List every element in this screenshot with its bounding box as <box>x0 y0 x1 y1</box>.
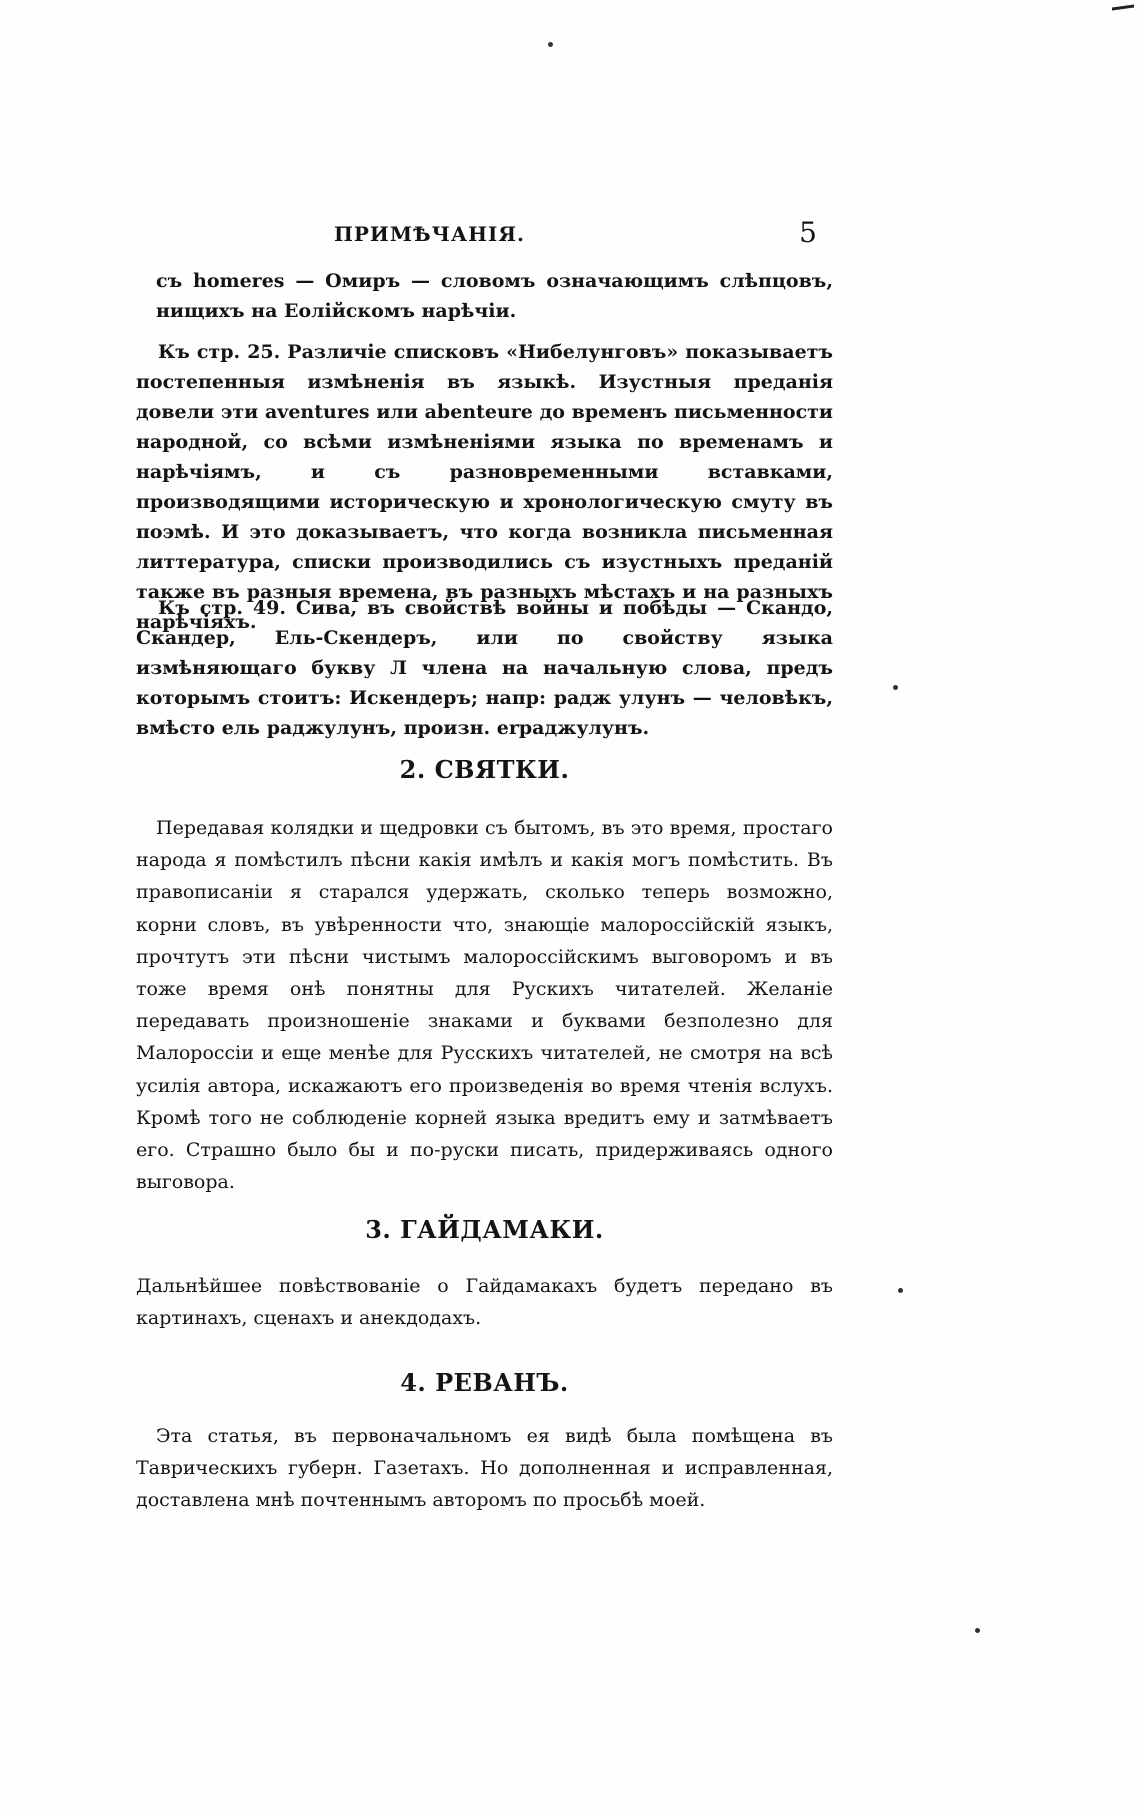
section-text-revan: Эта статья, въ первоначальномъ ея видѣ была помѣщена въ Таврическихъ губерн. Газетахъ. Но дополненная и исправленная, доставлена мнѣ почтеннымъ авторомъ по просьбѣ моей. <box>136 1425 833 1511</box>
scan-speck <box>898 1288 903 1293</box>
running-head <box>136 210 833 250</box>
note-continuation: съ homeres — Омиръ — словомъ означающимъ слѣпцовъ, нищихъ на Еолійскомъ нарѣчіи. <box>156 270 833 322</box>
section-text-svyatki: Передавая колядки и щедровки съ бытомъ, въ это время, простаго народа я помѣстилъ пѣсни какія имѣлъ и какія могъ помѣстить. Въ правописаніи я старался удержать, сколько теперь возможно, корни словъ, въ увѣренности что, знающіе малороссійскій языкъ, прочтутъ эти пѣсни чистымъ малороссійскимъ выговоромъ и въ тоже время онѣ понятны для Рускихъ читателей. Желаніе передавать произношеніе знаками и буквами безполезно для Малороссіи и еще менѣе для Русскихъ читателей, не смотря на всѣ усилія автора, искажаютъ его произведенія во время чтенія вслухъ. Кромѣ того не соблюденіе корней языка вредитъ ему и затмѣваетъ его. Страшно было бы и по-руски писать, придерживаясь одного выговора. <box>136 817 833 1194</box>
running-title: ПРИМѢЧАНІЯ. <box>334 222 525 246</box>
scan-corner-mark <box>1112 4 1134 26</box>
section-heading-revan: 4. РЕВАНЪ. <box>400 1368 569 1397</box>
section-heading-gaidamaki: 3. ГАЙДАМАКИ. <box>365 1215 604 1244</box>
section-heading-svyatki: 2. СВЯТКИ. <box>399 755 570 784</box>
page-number: 5 <box>799 216 817 249</box>
note-page-25: Къ стр. 25. Различіе списковъ «Нибелунговъ» показываетъ постепенныя измѣненія въ языкѣ. Изустныя преданія довели эти aventures или abenteure до временъ письменности народной, со всѣми измѣненіями языка по временамъ и нарѣчіямъ, и съ разновременными вставками, производящими историческую и хронологическую смуту въ поэмѣ. И это доказываетъ, что когда возникла письменная литтература, списки производились съ изустныхъ преданій также въ разныя времена, въ разныхъ мѣстахъ и на разныхъ нарѣчіяхъ. <box>136 341 833 633</box>
section-text-gaidamaki: Дальнѣйшее повѣствованіе о Гайдамакахъ будетъ передано въ картинахъ, сценахъ и анекдодахъ. <box>136 1275 833 1329</box>
scan-speck <box>548 42 553 47</box>
scan-speck <box>975 1628 980 1633</box>
note-page-49: Къ стр. 49. Сива, въ свойствѣ войны и побѣды — Скандо, Скандер, Ель-Скендеръ, или по свойству языка измѣняющаго букву Л члена на начальную слова, предъ которымъ стоитъ: Искендеръ; напр: радж улунъ — человѣкъ, вмѣсто ель раджулунъ, произн. erраджулунъ. <box>136 597 833 739</box>
scan-speck <box>893 685 898 690</box>
